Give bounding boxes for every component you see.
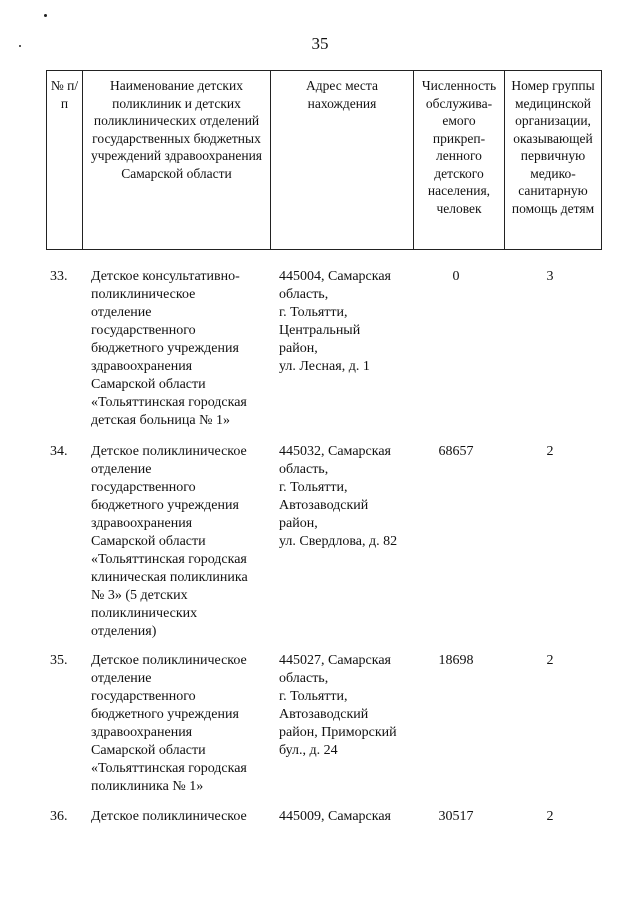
text-line: поликлинических [91, 606, 198, 621]
row-number: 33. [50, 269, 68, 284]
text-line: Детское поликлиническое [91, 444, 247, 459]
row-number: 36. [50, 809, 68, 824]
population-count: 68657 [438, 444, 474, 459]
text-line: государственного [91, 323, 196, 338]
text-line: отделения) [91, 624, 157, 639]
header-group: Номер группы медицинской организации, оказывающей первичную медико-санитарную помощь детям [505, 71, 602, 250]
population-count: 0 [452, 269, 460, 284]
text-line: здравоохранения [91, 359, 193, 374]
text-line: область, [279, 462, 329, 477]
text-line: район, [279, 516, 318, 531]
text-line: отделение [91, 305, 152, 320]
text-line: Самарской области [91, 743, 206, 758]
table-header [46, 70, 602, 250]
text-line: 445032, Самарская [279, 444, 391, 459]
address [279, 443, 419, 551]
text-line: Самарской области [91, 377, 206, 392]
group-number: 3 [546, 269, 554, 284]
text-line: государственного [91, 480, 196, 495]
text-line: 445009, Самарская [279, 809, 391, 824]
text-line: поликлиническое [91, 287, 196, 302]
text-line: Центральный [279, 323, 361, 338]
text-line: № 3» (5 детских [91, 588, 188, 603]
text-line: область, [279, 671, 329, 686]
population-count: 30517 [438, 809, 474, 824]
page-number: 35 [311, 34, 329, 53]
text-line: бул., д. 24 [279, 743, 338, 758]
text-line: бюджетного учреждения [91, 707, 239, 722]
text-line: государственного [91, 689, 196, 704]
text-line: ул. Свердлова, д. 82 [279, 534, 398, 549]
text-line: отделение [91, 671, 152, 686]
text-line: «Тольяттинская городская [91, 552, 247, 567]
institution-name [91, 652, 271, 796]
text-line: «Тольяттинская городская [91, 761, 247, 776]
text-line: район, Приморский [279, 725, 397, 740]
group-number: 2 [546, 444, 554, 459]
text-line: Самарской области [91, 534, 206, 549]
text-line: район, [279, 341, 318, 356]
text-line: 445004, Самарская [279, 269, 391, 284]
text-line: ул. Лесная, д. 1 [279, 359, 370, 374]
group-number: 2 [546, 653, 554, 668]
text-line: Детское поликлиническое [91, 653, 247, 668]
text-line: отделение [91, 462, 152, 477]
text-line: Автозаводский [279, 498, 369, 513]
scan-speck [44, 14, 47, 17]
institution-name [91, 268, 271, 430]
header-num: № п/п [47, 71, 83, 250]
text-line: область, [279, 287, 329, 302]
text-line: детская больница № 1» [91, 413, 230, 428]
row-number: 35. [50, 653, 68, 668]
text-line: Детское поликлиническое [91, 809, 247, 824]
institution-name [91, 443, 271, 641]
text-line: поликлиника № 1» [91, 779, 204, 794]
institution-name [91, 808, 271, 826]
row-number: 34. [50, 444, 68, 459]
population-count: 18698 [438, 653, 474, 668]
text-line: здравоохранения [91, 516, 193, 531]
text-line: клиническая поликлиника [91, 570, 248, 585]
text-line: здравоохранения [91, 725, 193, 740]
text-line: г. Тольятти, [279, 480, 348, 495]
header-address: Адрес места нахождения [271, 71, 414, 250]
address [279, 268, 419, 376]
text-line: г. Тольятти, [279, 689, 348, 704]
text-line: г. Тольятти, [279, 305, 348, 320]
text-line: бюджетного учреждения [91, 498, 239, 513]
text-line: «Тольяттинская городская [91, 395, 247, 410]
text-line: Детское консультативно- [91, 269, 240, 284]
text-line: 445027, Самарская [279, 653, 391, 668]
address [279, 652, 419, 760]
address [279, 808, 419, 826]
header-count: Численность обслужива-емого прикреп-ленного детского населения, человек [414, 71, 505, 250]
header-name: Наименование детских поликлиник и детских поликлинических отделений государственных бюджетных учреждений здравоохранения Самарской области [83, 71, 271, 250]
group-number: 2 [546, 809, 554, 824]
text-line: Автозаводский [279, 707, 369, 722]
text-line: бюджетного учреждения [91, 341, 239, 356]
